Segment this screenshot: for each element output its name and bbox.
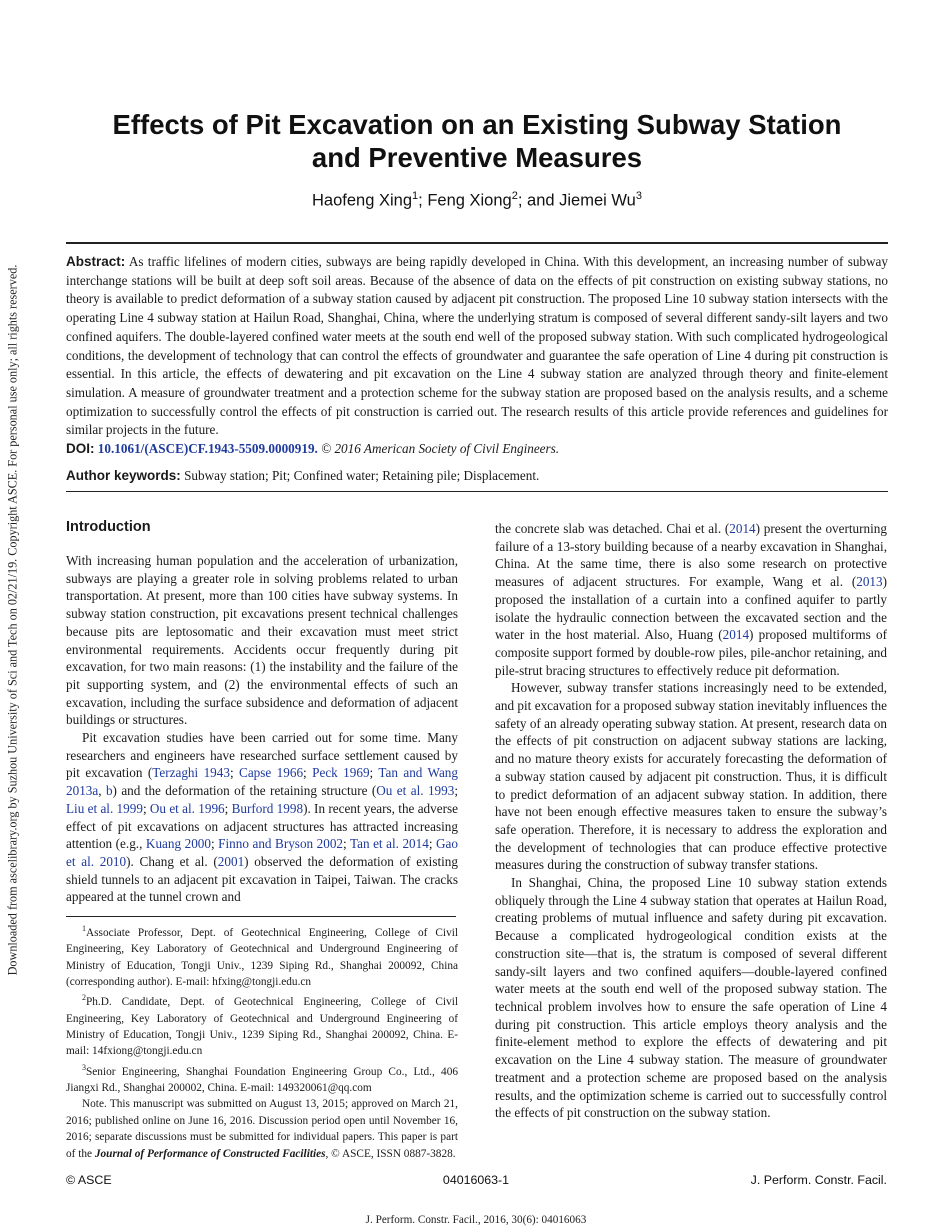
footer-journal: J. Perform. Constr. Facil. <box>750 1173 887 1187</box>
doi-link[interactable]: 10.1061/(ASCE)CF.1943-5509.0000919. <box>97 441 318 457</box>
text-run: ) proposed the installation of a curtain into a confined aquifer to partly isolate the hydraulic connection between the excavated section and the water in the host material. Also, Huang ( <box>495 574 887 643</box>
reference-link[interactable]: 2001 <box>217 853 245 869</box>
left-column <box>66 552 458 906</box>
reference-link[interactable]: Burford 1998 <box>231 800 304 816</box>
author-list <box>66 190 888 211</box>
footnotes <box>66 921 458 1162</box>
note-text: Note. This manuscript was submitted on August 13, 2015; approved on March 21, 2016; published online on June 16, 2016. Discussion period open until November 16, 2016; separate discussions must be submitted for individual papers. This paper is part of the <box>66 1098 458 1160</box>
intro-paragraph-5: In Shanghai, China, the proposed Line 10 subway station extends obliquely through the Line 4 subway station that operates at Hailun Road, creating problems of mutual influence and safety during pit excavation. Because a complicated hydrogeological condition exists at the construction site—that is, the stratum is composed of several different sandy-silt layers and two confined aquifers—double-layered confined water meets at the south end well of the proposed subway station. The technical problem involves how to ensure the safe operation of Line 4 during pit construction. This article employs theory analysis and the finite-element method to explore the effects of dewatering and pit excavation on the Line 4 subway station. The measure of groundwater treatment and a protection scheme are proposed based on the analysis results, and the optimization scheme is carried out to successfully control the effects of pit construction on the subway station. <box>495 875 887 1121</box>
keywords-bottom-rule <box>66 491 888 492</box>
author-separator: ; and <box>517 191 560 210</box>
author-name: Feng Xiong <box>427 191 512 210</box>
reference-link[interactable]: b <box>105 783 113 799</box>
text-run: ). Chang et al. ( <box>126 853 218 869</box>
reference-link[interactable]: Peck 1969 <box>312 765 370 781</box>
reference-link[interactable]: Ou et al. 1996 <box>149 800 225 816</box>
author-name: Jiemei Wu <box>559 191 636 210</box>
intro-paragraph-4: However, subway transfer stations increasingly need to be extended, and pit excavation for a proposed subway station inevitably influences the safety of an already operating subway station. At present, research data on the effects of pit construction on adjacent subway stations are lacking, and no mature theory exists for accurately forecasting the deformation of a subway station caused by adjacent pit construction. Thus, it is difficult to predict deformation of an adjacent subway station. In addition, there have not been enough effective measures taken to ensure the subway’s safe operation. Therefore, it is necessary to address the exploration and the development of technologies that can produce effective protective measures during the construction of subway transfer stations. <box>495 680 887 873</box>
title-line-2: and Preventive Measures <box>311 142 643 173</box>
text-run: ) proposed multiforms of composite support formed by double-row piles, pile-anchor retaining, and pile-strut bracing structures to effectively reduce pit deformation. <box>495 627 887 678</box>
footnote-mark: 2 <box>82 993 86 1003</box>
footnote-2 <box>66 990 458 1059</box>
abstract-top-rule <box>66 242 888 244</box>
keywords-label: Author keywords: <box>66 468 181 483</box>
footnote-text: Ph.D. Candidate, Dept. of Geotechnical Engineering, College of Civil Engineering, Key Laboratory of Geotechnical and Underground Engineering of Ministry of Education, Tongji Univ., 1239 Siping Rd., Shanghai 200092, China. E-mail: 14fxiong@tongji.edu.cn <box>66 996 458 1058</box>
keywords-block <box>66 467 888 485</box>
section-heading-introduction: Introduction <box>66 519 151 535</box>
footnote-note <box>66 1096 458 1162</box>
doi-label: DOI: <box>66 441 95 457</box>
intro-paragraph-1: With increasing human population and the acceleration of urbanization, subways are playing a greater role in solving problems related to urban transportation. At present, more than 100 cities have subway systems. In subway station construction, pit excavations present technical challenges because pits are leptosomatic and their excavation must meet strict environmental requirements. Accidents occur frequently during pit excavation, for two main reasons: (1) the instability and the failure of the pit supporting system, and (2) the environmental effects of such an excavation, including the surface subsidence and deformation of adjacent buildings or structures. <box>66 553 458 728</box>
footnote-mark: 1 <box>82 924 86 933</box>
reference-link[interactable]: Capse 1966 <box>239 765 304 781</box>
text-run: the concrete slab was detached. Chai et al. ( <box>495 521 730 536</box>
reference-link[interactable]: 2013 <box>856 574 883 590</box>
reference-link[interactable]: Terzaghi 1943 <box>152 765 230 781</box>
reference-link[interactable]: Liu et al. 1999 <box>66 800 143 816</box>
intro-paragraph-3 <box>495 520 887 679</box>
reference-link[interactable]: Kuang 2000 <box>145 836 211 852</box>
reference-link[interactable]: Finno and Bryson 2002 <box>218 836 344 852</box>
intro-paragraph-2: Pit excavation studies have been carried out for some time. Many researchers and engineers have researched surface settlement caused by pit excavation (Terzaghi 1943; Capse 1966; Peck 1969; Tan and Wang 2013a, b) and the deformation of the retaining structure (Ou et al. 1993; Liu et al. 1999; Ou et al. 1996; Burford 1998). In recent years, the adverse effect of pit excavations on adjacent structures has attracted increasing attention (e.g., Kuang 2000; Finno and Bryson 2002; Tan et al. 2014; Gao et al. 2010). Chang et al. (2001) observed the deformation of existing shield tunnels to an adjacent pit excavation in Taipei, Taiwan. The cracks appeared at the tunnel crown and <box>66 730 458 905</box>
journal-name: Journal of Performance of Constructed Facilities <box>94 1147 326 1160</box>
text-run: ). In recent years, the adverse effect of pit excavations on adjacent structures has attracted increasing attention (e.g., <box>66 800 458 852</box>
footnote-mark: 3 <box>82 1062 86 1072</box>
download-notice <box>3 250 23 990</box>
download-notice-text: Downloaded from ascelibrary.org by Suzhou University of Sci and Tech on 02/21/19. Copyright ASCE. For personal use only; all rights reserved. <box>5 264 20 976</box>
reference-link[interactable]: 2014 <box>722 627 750 643</box>
abstract-label: Abstract: <box>66 254 126 269</box>
footnote-3 <box>66 1060 458 1097</box>
footnote-rule <box>66 916 456 917</box>
text-run: ) and the deformation of the retaining structure ( <box>112 783 377 799</box>
author-name: Haofeng Xing <box>312 191 413 210</box>
abstract-text: As traffic lifelines of modern cities, subways are being rapidly developed in China. With this development, an increasing number of subway interchange stations will be built at deep soft soil areas. Because of the absence of data on the effects of pit construction on existing subway stations, no theory is available to predict deformation of a subway station caused by adjacent pit construction. The proposed Line 10 subway station intersects with the operating Line 4 subway station at Hailun Road, Shanghai, China, where the underlying stratum is composed of several different sandy-silt layers and two confined aquifers. The double-layered confined water meets at the south end well of the proposed subway station. With such complicated hydrogeological conditions, the development of technology that can control the effects of groundwater and guarantee the safe operation of Line 4 during pit construction is essential. In this article, the effects of dewatering and pit excavation on the Line 4 subway station are analyzed through theory and finite-element simulation. A measure of groundwater treatment and a protection scheme for the subway station are proposed based on the analysis results, and a scheme optimization to successfully control the effects of pit construction is carried out. The research results of this article provide references and guidelines for similar projects in the future. <box>66 254 888 438</box>
text-run: Pit excavation studies have been carried out for some time. Many researchers and engineers have researched surface settlement caused by pit excavation ( <box>66 730 458 781</box>
reference-link[interactable]: Tan and Wang 2013a <box>66 765 458 799</box>
footnote-text: Senior Engineering, Shanghai Foundation Engineering Group Co., Ltd., 406 Jiangxi Rd., Shanghai 200002, China. E-mail: 149320061@qq.com <box>66 1065 458 1094</box>
reference-link[interactable]: Gao et al. 2010 <box>66 836 458 869</box>
title-line-1: Effects of Pit Excavation on an Existing Subway Station <box>112 109 842 140</box>
text-run: ) observed the deformation of existing shield tunnels to an adjacent pit excavation in Taipei, Taiwan. The cracks appeared at the tunnel crown and <box>66 853 458 905</box>
reference-link[interactable]: Tan et al. 2014 <box>349 836 429 852</box>
footer-page-id: 04016063-1 <box>442 1173 510 1187</box>
author-separator: ; <box>418 191 428 210</box>
note-text: , © ASCE, ISSN 0887-3828. <box>325 1147 456 1160</box>
footer-publisher: © ASCE <box>66 1173 112 1187</box>
footnote-text: Associate Professor, Dept. of Geotechnical Engineering, College of Civil Engineering, Key Laboratory of Geotechnical and Underground Engineering of Ministry of Education, Tongji Univ., 1239 Siping Rd., Shanghai 200092, China (corresponding author). E-mail: hfxing@tongji.edu.cn <box>66 926 458 988</box>
abstract-block <box>66 253 888 459</box>
author-affiliation-mark: 2 <box>511 190 518 202</box>
text-run: ) present the overturning failure of a 13-story building because of a nearby excavation in Shanghai, China. At the same time, there is also some research on protective measures of adjacent structures. For example, Wang et al. ( <box>495 521 887 590</box>
citation-line: J. Perform. Constr. Facil., 2016, 30(6): 04016063 <box>365 1214 587 1226</box>
keywords-text: Subway station; Pit; Confined water; Retaining pile; Displacement. <box>184 468 540 483</box>
footnote-1 <box>66 921 458 990</box>
paper-title <box>66 108 888 174</box>
author-affiliation-mark: 1 <box>412 190 419 202</box>
copyright-notice: © 2016 American Society of Civil Engineers. <box>321 441 560 457</box>
reference-link[interactable]: Ou et al. 1993 <box>376 783 455 799</box>
right-column <box>495 520 887 1122</box>
author-affiliation-mark: 3 <box>635 190 642 202</box>
reference-link[interactable]: 2014 <box>729 521 756 536</box>
